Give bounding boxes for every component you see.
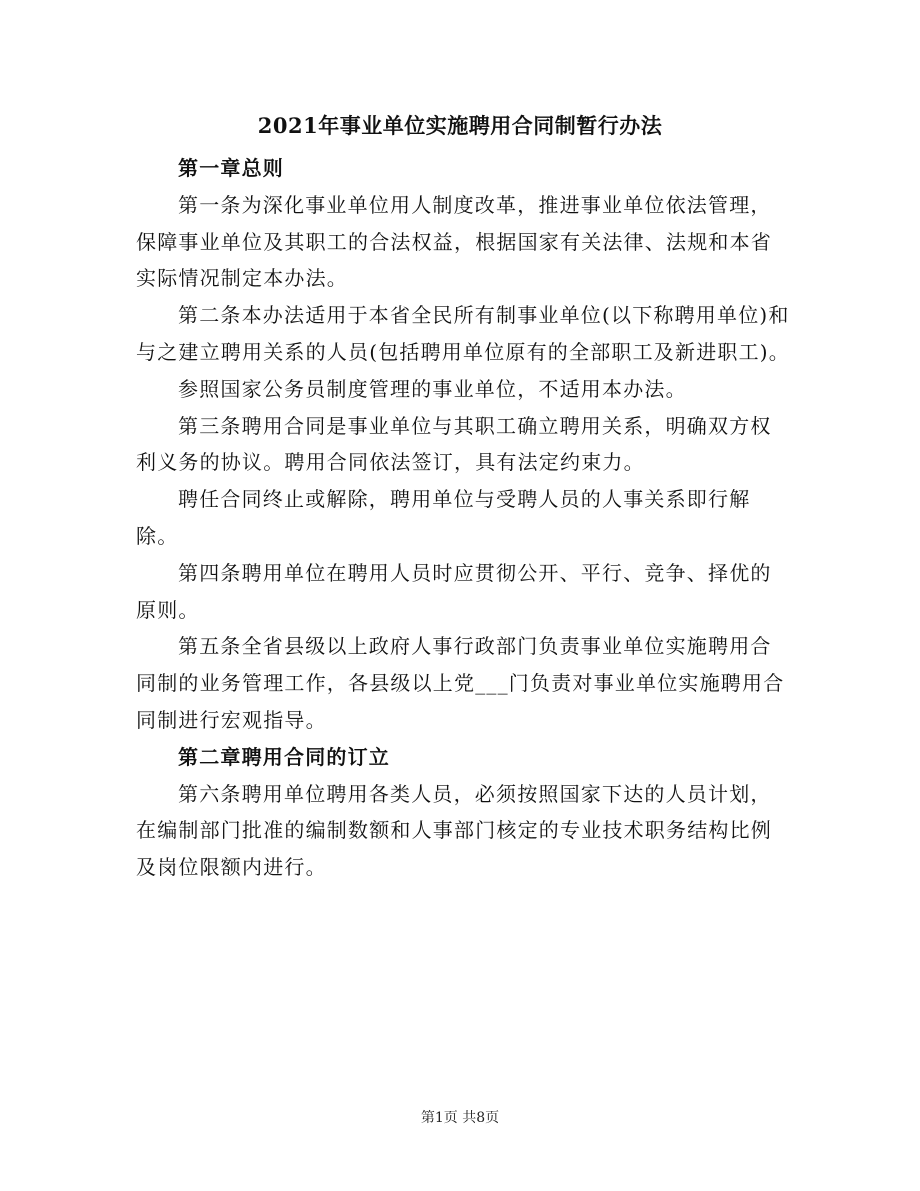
chapter-heading: 第二章聘用合同的订立: [178, 744, 390, 769]
article-paragraph: 第五条全省县级以上政府人事行政部门负责事业单位实施聘用合同制的业务管理工作，各县级以上党___门负责对事业单位实施聘用合同制进行宏观指导。: [136, 634, 785, 732]
chapter-heading: 第一章总则: [178, 156, 284, 180]
document-title: 2021年事业单位实施聘用合同制暂行办法: [257, 113, 663, 138]
page-number: 第1页 共8页: [420, 1110, 500, 1126]
article-paragraph: 第三条聘用合同是事业单位与其职工确立聘用关系，明确双方权利义务的协议。聘用合同依法签订，具有法定约束力。: [136, 413, 772, 475]
article-paragraph: 第二条本办法适用于本省全民所有制事业单位(以下称聘用单位)和与之建立聘用关系的人员(包括聘用单位原有的全部职工及新进职工)。: [136, 303, 791, 364]
article-paragraph: 聘任合同终止或解除，聘用单位与受聘人员的人事关系即行解除。: [136, 487, 751, 548]
article-paragraph: 第四条聘用单位在聘用人员时应贯彻公开、平行、竞争、择优的原则。: [136, 560, 772, 622]
article-paragraph: 参照国家公务员制度管理的事业单位，不适用本办法。: [178, 376, 687, 401]
article-paragraph: 第一条为深化事业单位用人制度改革，推进事业单位依法管理，保障事业单位及其职工的合法权益，根据国家有关法律、法规和本省实际情况制定本办法。: [136, 192, 772, 291]
article-paragraph: 第六条聘用单位聘用各类人员，必须按照国家下达的人员计划，在编制部门批准的编制数额和人事部门核定的专业技术职务结构比例及岗位限额内进行。: [136, 781, 772, 880]
document-body: [136, 150, 790, 886]
